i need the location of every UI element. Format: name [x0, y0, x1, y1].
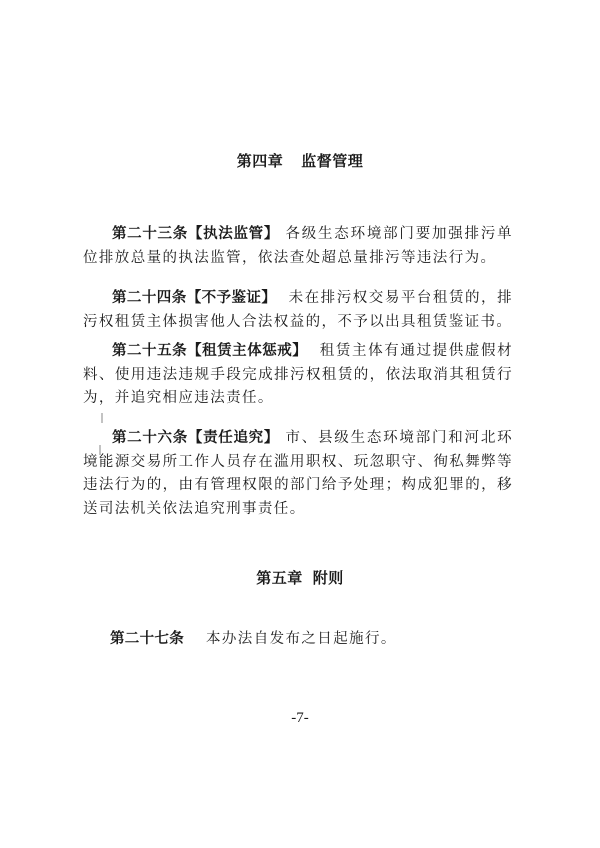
article-24-body: 未在排污权交易平台租赁的，排污权租赁主体损害他人合法权益的，不予以出具租赁鉴证书。 [83, 290, 513, 330]
chapter-5-heading [0, 567, 600, 588]
article-26 [83, 427, 513, 521]
page-number: -7- [291, 710, 309, 726]
article-26-body: 市、县级生态环境部门和河北环境能源交易所工作人员存在滥用职权、玩忽职守、徇私舞弊等违法行为的，由有管理权限的部门给予处理；构成犯罪的，移送司法机关依法追究刑事责任。 [83, 430, 514, 517]
article-23 [83, 223, 513, 270]
article-26-number: 第二十六条 [112, 430, 188, 446]
article-27-number: 第二十七条 [110, 631, 184, 647]
chapter-4-title: 监督管理 [301, 152, 364, 170]
article-24-heading: 【不予鉴证】 [186, 290, 277, 306]
article-27-body: 本办法自发布之日起施行。 [206, 631, 397, 647]
chapter-5-number: 第五章 [256, 569, 303, 587]
article-23-body: 各级生态环境部门要加强排污单位排放总量的执法监管，依法查处超总量排污等违法行为。 [83, 226, 514, 266]
article-25-number: 第二十五条 [112, 343, 188, 359]
article-23-number: 第二十三条 [112, 226, 188, 242]
article-26-heading: 【责任追究】 [187, 430, 280, 446]
article-23-heading: 【执法监管】 [187, 226, 280, 242]
chapter-4-number: 第四章 [236, 152, 284, 170]
article-24-number: 第二十四条 [112, 290, 187, 306]
article-25-body: 租赁主体有通过提供虚假材料、使用违法违规手段完成排污权租赁的，依法取消其租赁行为，并追究相应违法责任。 [83, 343, 513, 406]
chapter-4-heading [0, 150, 600, 171]
article-25 [83, 340, 513, 411]
article-27 [110, 628, 530, 652]
scan-artifact [101, 413, 103, 423]
chapter-5-title: 附则 [312, 569, 344, 587]
article-25-heading: 【租赁主体惩戒】 [187, 343, 308, 359]
article-24 [83, 287, 513, 334]
